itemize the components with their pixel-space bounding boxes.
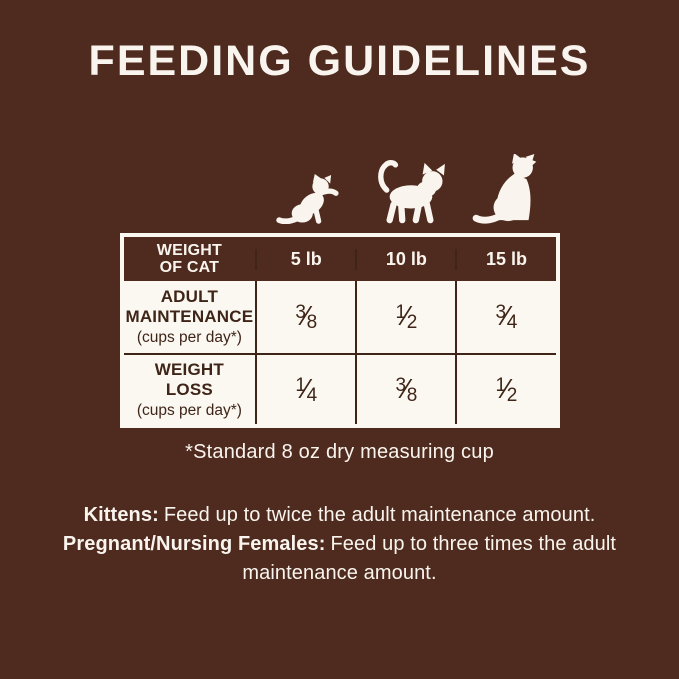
header-weight-of-cat xyxy=(124,242,256,278)
row-label xyxy=(124,355,256,424)
note-lead: Kittens: xyxy=(83,504,159,527)
fraction-value: 3⁄8 xyxy=(295,300,318,334)
row-label-line: WEIGHT xyxy=(154,359,224,379)
fraction-value: 1⁄4 xyxy=(295,372,318,406)
cups-per-day-note: (cups per day*) xyxy=(136,401,242,419)
row-label xyxy=(124,281,256,353)
fraction-value: 3⁄8 xyxy=(395,372,418,406)
column-header-5lb: 5 lb xyxy=(255,249,355,270)
kitten-playing-icon xyxy=(276,174,342,224)
walking-cat-icon xyxy=(372,160,448,224)
cups-per-day-note: (cups per day*) xyxy=(136,329,242,347)
value-cell xyxy=(355,355,455,424)
feeding-table xyxy=(120,233,560,428)
row-label-line: MAINTENANCE xyxy=(125,307,254,327)
table-header-row xyxy=(124,237,556,281)
value-cell xyxy=(255,355,355,424)
fraction-value: 1⁄2 xyxy=(495,372,518,406)
note-kittens xyxy=(60,501,620,530)
value-cell xyxy=(255,281,355,353)
header-label-line: OF CAT xyxy=(159,259,220,277)
row-label-line: LOSS xyxy=(165,379,213,399)
measuring-cup-footnote: *Standard 8 oz dry measuring cup xyxy=(185,441,494,464)
sitting-cat-icon xyxy=(472,154,554,224)
column-header-10lb: 10 lb xyxy=(355,249,455,270)
column-header-15lb: 15 lb xyxy=(455,249,555,270)
header-label-line: WEIGHT xyxy=(156,241,222,259)
table-row-adult-maintenance xyxy=(124,281,556,353)
note-lead: Pregnant/Nursing Females: xyxy=(62,533,326,556)
note-text: Feed up to twice the adult maintenance amount. xyxy=(163,504,596,527)
table-row-weight-loss xyxy=(124,353,556,424)
value-cell xyxy=(355,281,455,353)
note-pregnant-nursing xyxy=(60,530,620,588)
feeding-notes xyxy=(60,501,620,588)
note-text: Feed up to three times the adult maintenance amount. xyxy=(242,533,617,585)
fraction-value: 3⁄4 xyxy=(495,300,518,334)
fraction-value: 1⁄2 xyxy=(395,300,418,334)
page-title: FEEDING GUIDELINES xyxy=(88,37,591,85)
value-cell xyxy=(455,281,555,353)
row-label-line: ADULT xyxy=(160,287,219,307)
cat-icons-row xyxy=(120,156,560,224)
value-cell xyxy=(455,355,555,424)
